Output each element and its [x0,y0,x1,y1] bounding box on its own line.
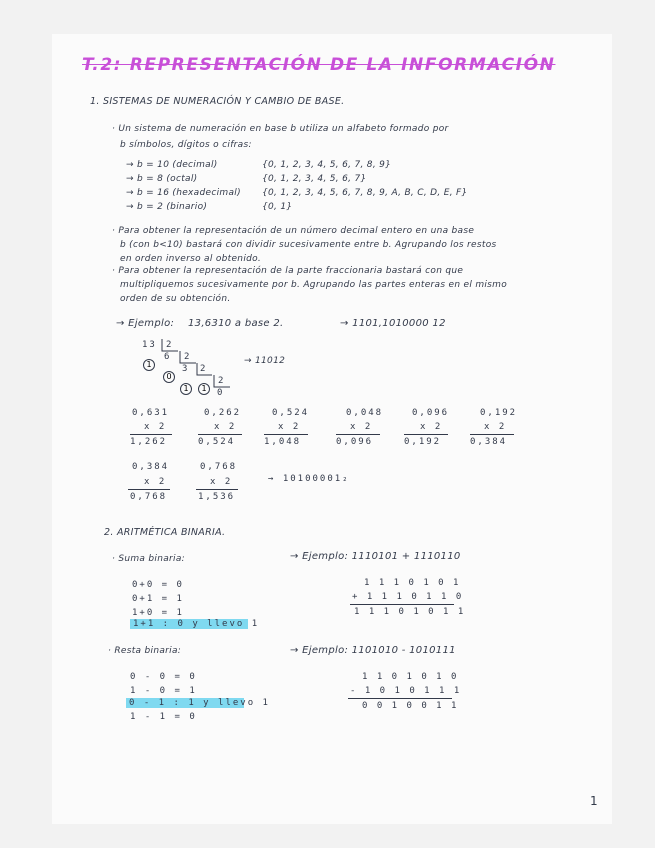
sum-rule: 0+1 = 1 [132,594,184,604]
mult-rule [128,489,170,490]
paragraph-2-line-3: en orden inverso al obtenido. [120,254,262,264]
sum-example-label: → Ejemplo: 1110101 + 1110110 [290,551,461,562]
sum-label: · Suma binaria: [112,554,185,564]
mult-rule [130,434,172,435]
division-final-quotient: 0 [217,388,225,398]
base-label: → b = 8 (octal) [126,174,198,184]
mult-factor: x 2 [350,422,373,432]
sub-rule: 0 - 0 = 0 [130,672,197,682]
mult-rule [336,434,380,435]
mult-rule [404,434,448,435]
mult-top: 0,631 [132,408,170,418]
base-label: → b = 2 (binario) [126,202,208,212]
mult-top: 0,524 [272,408,310,418]
sum-operand-2: + 1 1 1 0 1 1 0 [352,592,464,602]
sub-result: 0 0 1 0 0 1 1 [362,701,459,711]
division-quotient: 6 [164,352,172,362]
mult-rule [196,489,238,490]
section-1-heading: 1. SISTEMAS DE NUMERACIÓN Y CAMBIO DE BASE. [90,96,345,107]
mult-top: 0,262 [204,408,242,418]
base-set: {0, 1, 2, 3, 4, 5, 6, 7, 8, 9, A, B, C, D, E, F} [262,188,468,198]
sub-rule-highlighted: 0 - 1 : 1 y llevo 1 [126,698,244,708]
mult-factor: x 2 [144,422,167,432]
base-set: {0, 1, 2, 3, 4, 5, 6, 7} [262,174,367,184]
mult-factor: x 2 [210,477,233,487]
remainder-circle: 1 [198,383,210,395]
remainder-circle: 1 [143,359,155,371]
mult-factor: x 2 [278,422,301,432]
sub-operand-1: 1 1 0 1 0 1 0 [362,672,459,682]
division-result: → 11012 [244,356,286,366]
sub-rule: 1 - 0 = 1 [130,686,197,696]
paragraph-3-line-1: · Para obtener la representación de la parte fraccionaria bastará con que [112,266,464,276]
division-divisor: 2 [166,340,174,350]
paragraph-3-line-2: multipliquemos sucesivamente por b. Agrupando las partes enteras en el mismo [120,280,508,290]
remainder-circle: 0 [163,371,175,383]
mult-top: 0,768 [200,462,238,472]
division-divisor: 2 [218,376,226,386]
mult-result: 0,096 [336,437,374,447]
mult-top: 0,048 [346,408,384,418]
division-divisor: 2 [200,364,208,374]
base-set: {0, 1, 2, 3, 4, 5, 6, 7, 8, 9} [262,160,392,170]
mult-result: 1,536 [198,492,236,502]
mult-result: 1,262 [130,437,168,447]
page-number: 1 [590,794,598,808]
paragraph-3-line-3: orden de su obtención. [120,294,231,304]
mult-result: 0,192 [404,437,442,447]
base-label: → b = 10 (decimal) [126,160,218,170]
sub-rule-line [348,698,452,699]
mult-result: 0,384 [470,437,508,447]
base-set: {0, 1} [262,202,293,212]
division-dividend: 13 [142,340,157,350]
sub-label: · Resta binaria: [108,646,182,656]
sum-rule: 1+0 = 1 [132,608,184,618]
sum-result: 1 1 1 0 1 0 1 1 [354,607,466,617]
mult-factor: x 2 [144,477,167,487]
sum-rule-line [350,604,454,605]
mult-result: 0,768 [130,492,168,502]
mult-factor: x 2 [484,422,507,432]
mult-top: 0,384 [132,462,170,472]
sub-rule: 1 - 1 = 0 [130,712,197,722]
base-label: → b = 16 (hexadecimal) [126,188,241,198]
mult-rule [198,434,242,435]
mult-top: 0,096 [412,408,450,418]
example-result: → 1101,1010000 12 [340,318,446,329]
mult-rule [264,434,308,435]
intro-line-1: · Un sistema de numeración en base b utiliza un alfabeto formado por [112,124,449,134]
paragraph-2-line-1: · Para obtener la representación de un número decimal entero en una base [112,226,475,236]
paragraph-2-line-2: b (con b<10) bastará con dividir sucesivamente entre b. Agrupando los restos [120,240,497,250]
intro-line-2: b símbolos, dígitos o cifras: [120,140,252,150]
division-quotient: 3 [182,364,190,374]
page-title: T.2: REPRESENTACIÓN DE LA INFORMACIÓN [82,55,556,75]
section-2-heading: 2. ARITMÉTICA BINARIA. [104,527,226,538]
example-label: → Ejemplo: [116,318,175,329]
mult-final-result: → 10100001₂ [268,474,350,484]
mult-result: 0,524 [198,437,236,447]
mult-rule [470,434,514,435]
example-text: 13,6310 a base 2. [188,318,284,329]
mult-factor: x 2 [420,422,443,432]
mult-factor: x 2 [214,422,237,432]
sub-example-label: → Ejemplo: 1101010 - 1010111 [290,645,456,656]
division-divisor: 2 [184,352,192,362]
remainder-circle: 1 [180,383,192,395]
mult-result: 1,048 [264,437,302,447]
sub-operand-2: - 1 0 1 0 1 1 1 [350,686,462,696]
sum-rule-highlighted: 1+1 : 0 y llevo 1 [130,619,248,629]
sum-rule: 0+0 = 0 [132,580,184,590]
mult-top: 0,192 [480,408,518,418]
sum-operand-1: 1 1 1 0 1 0 1 [364,578,461,588]
